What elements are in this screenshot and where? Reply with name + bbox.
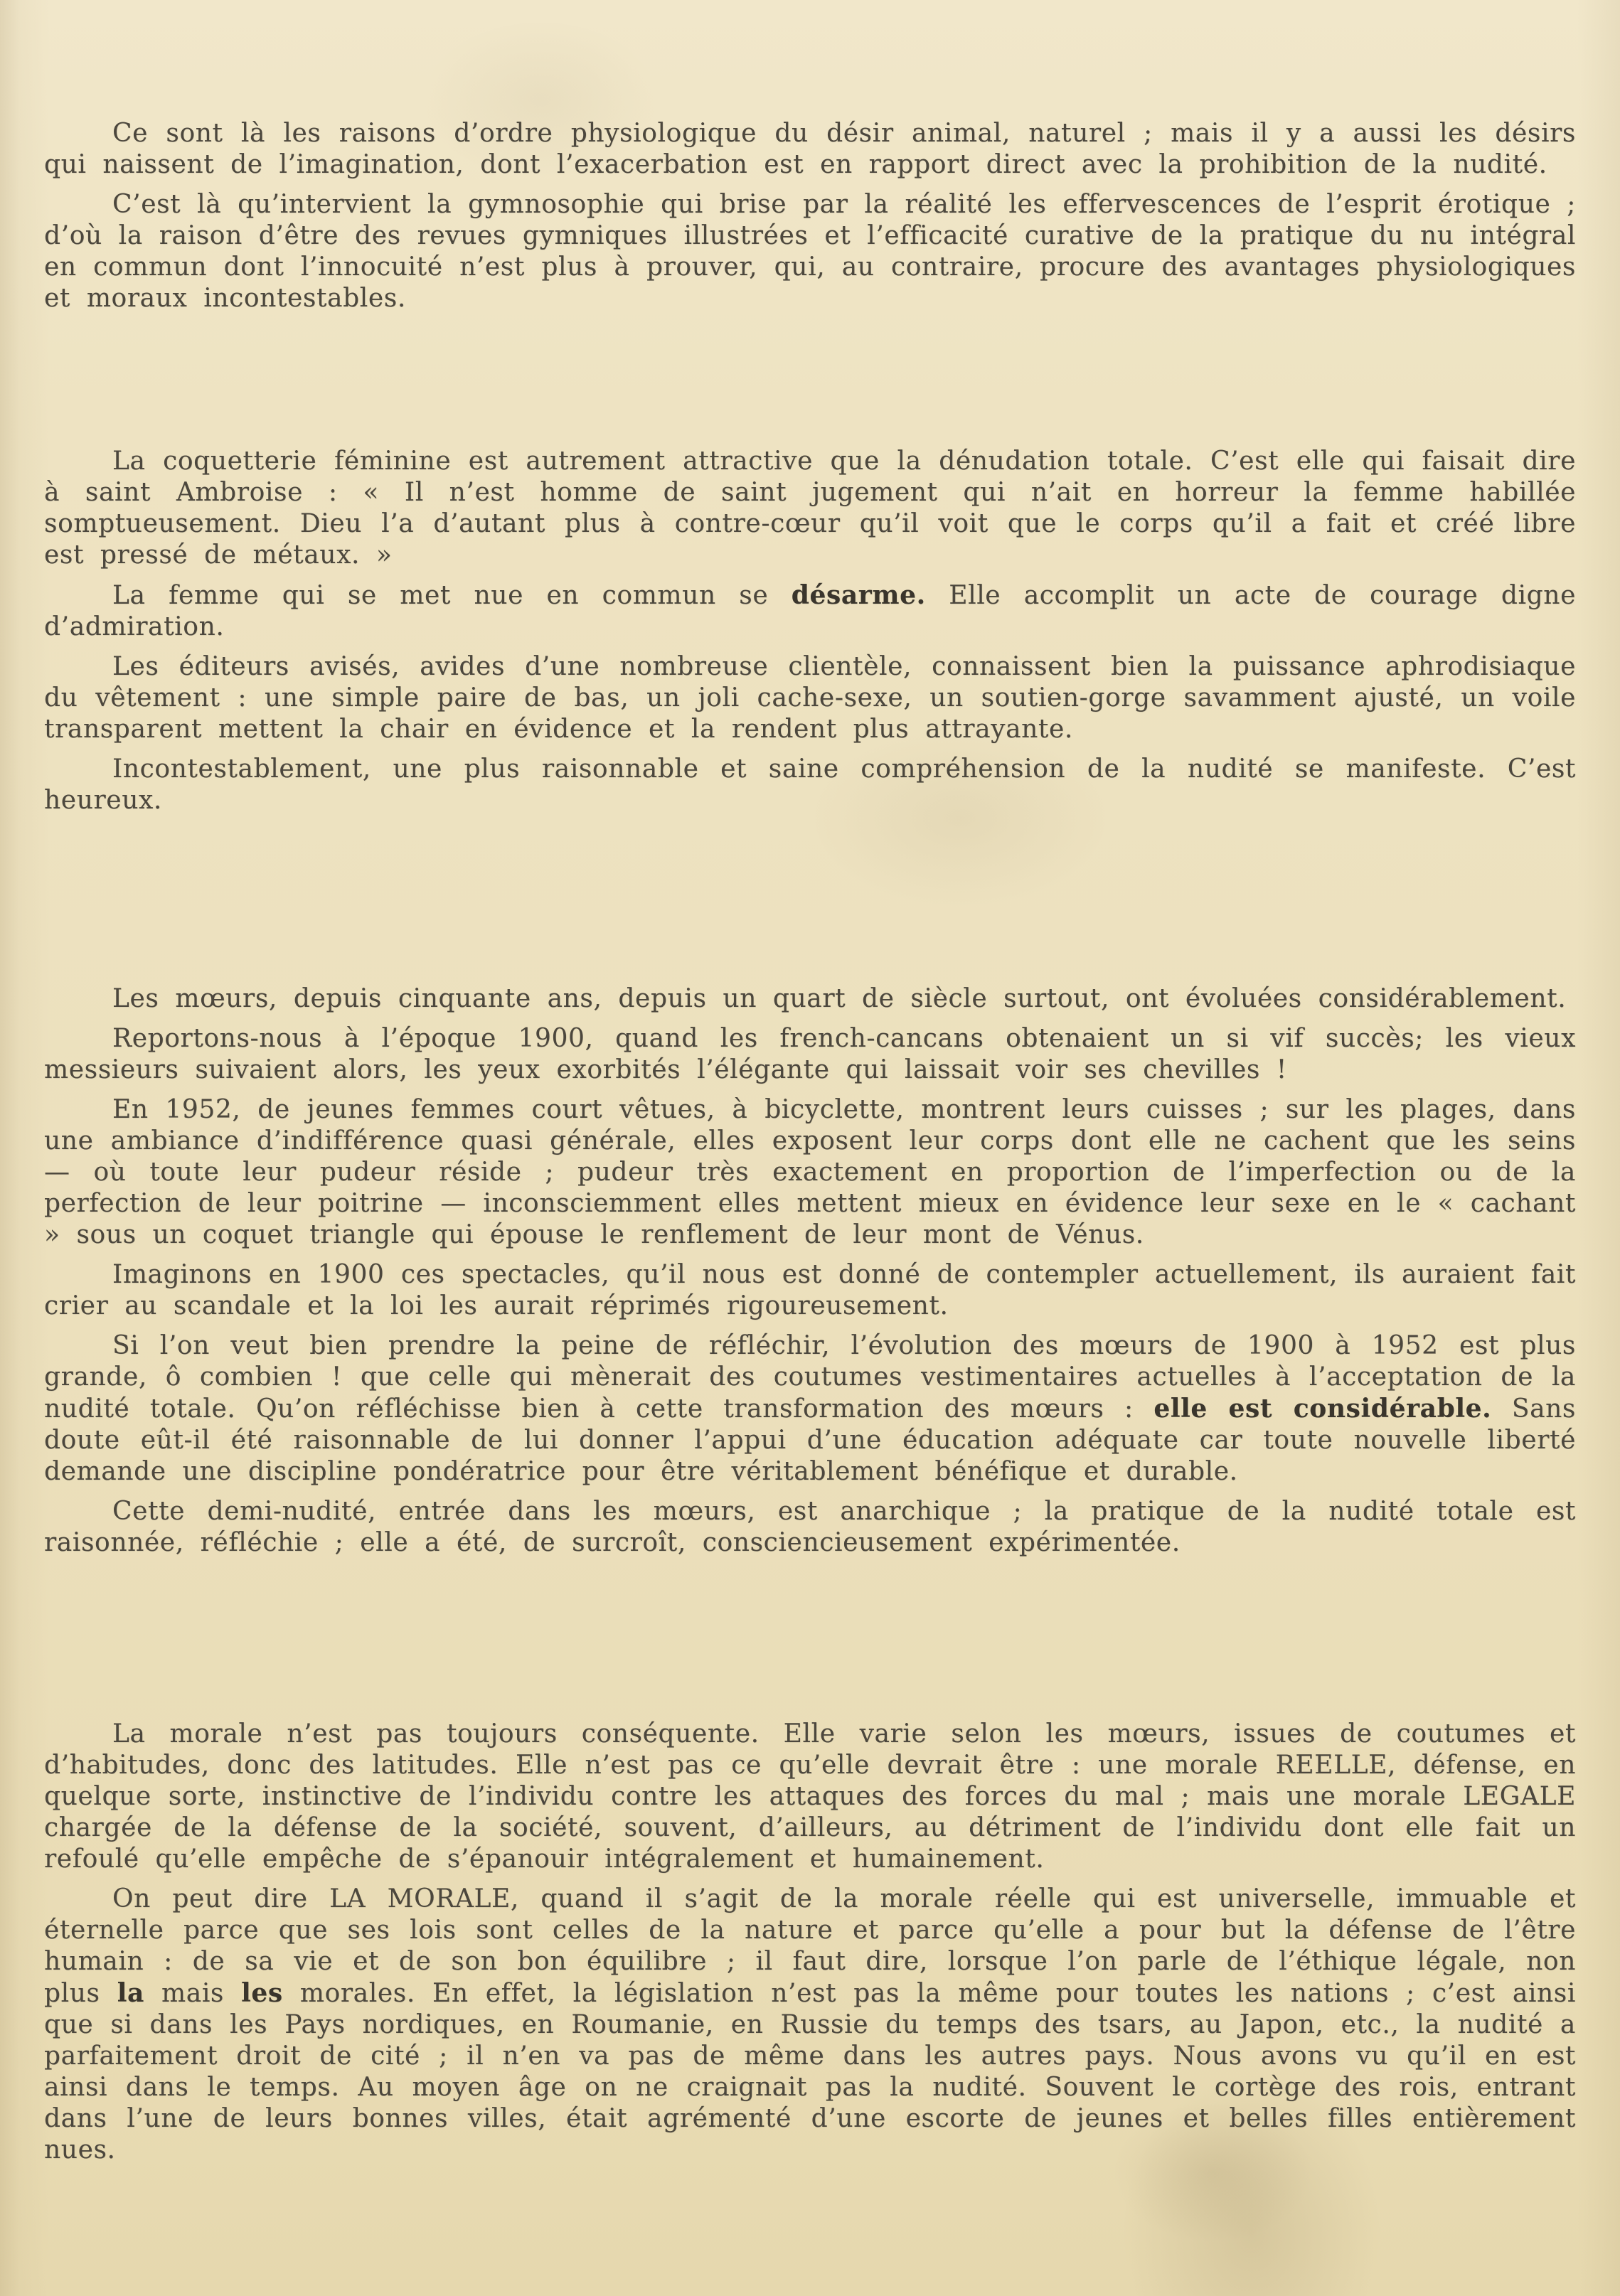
text-run: Sans doute eût-il été raisonnable de lui donner l’appui d’une éducation adéquate car toute nouvelle liberté demande une discipline pondératrice pour être véritablement bénéfique et durable.: [44, 1394, 1577, 1486]
text-run: Les éditeurs avisés, avides d’une nombreuse clientèle, connaissent bien la puissance aphrodisiaque du vêtement : une simple paire de bas, un joli cache-sexe, un soutien-gorge savamment ajusté, un voile transparent mettent la chair en évidence et la rendent plus attrayante.: [44, 652, 1576, 744]
text-run: Ce sont là les raisons d’ordre physiologique du désir animal, naturel ; mais il y a aussi les désirs qui naissent de l’imagination, dont l’exacerbation est en rapport direct avec la prohibition de la nudité.: [44, 119, 1576, 179]
text-run: Cette demi-nudité, entrée dans les mœurs, est anarchique ; la pratique de la nudité totale est raisonnée, réfléchie ; elle a été, de surcroît, consciencieusement expérimentée.: [44, 1497, 1576, 1557]
text-section-4: [44, 1719, 1576, 2166]
paragraph: [44, 754, 1576, 816]
text-run: Si l’on veut bien prendre la peine de réfléchir, l’évolution des mœurs de 1900 à 1952 est plus grande, ô combien ! que celle qui mènerait des coutumes vestimentaires actuelles à l’acceptation de la nudité totale. Qu’on réfléchisse bien à cette transformation des mœurs :: [44, 1331, 1576, 1424]
text-run: Les mœurs, depuis cinquante ans, depuis un quart de siècle surtout, ont évoluées considérablement.: [112, 984, 1567, 1013]
paragraph: [44, 1259, 1576, 1322]
bold-text-run: elle est considérable.: [1153, 1394, 1492, 1424]
paragraph: [44, 1023, 1576, 1086]
paragraph: [44, 118, 1576, 181]
text-section-1: [44, 118, 1576, 314]
text-run: C’est là qu’intervient la gymnosophie qui brise par la réalité les effervescences de l’esprit érotique ; d’où la raison d’être des revues gymniques illustrées et l’efficacité curative de la pratique du nu intégral en commun dont l’innocuité n’est plus à prouver, qui, au contraire, procure des avantages physiologiques et moraux incontestables.: [44, 190, 1576, 313]
text-run: Imaginons en 1900 ces spectacles, qu’il nous est donné de contempler actuellement, ils auraient fait crier au scandale et la loi les aurait réprimés rigoureusement.: [44, 1260, 1576, 1320]
paragraph: [44, 1719, 1576, 1875]
text-section-2: [44, 446, 1576, 816]
bold-text-run: la: [117, 1978, 144, 2008]
text-run: La coquetterie féminine est autrement attractive que la dénudation totale. C’est elle qui faisait dire à saint Ambroise : « Il n’est homme de saint jugement qui n’ait en horreur la femme habillée somptueusement. Dieu l’a d’autant plus à contre-cœur qu’il voit que le corps qu’il a fait et créé libre est pressé de métaux. »: [44, 447, 1576, 570]
paragraph: [44, 983, 1576, 1015]
paragraph: [44, 1094, 1576, 1251]
text-section-3: [44, 983, 1576, 1559]
text-run: On peut dire LA MORALE, quand il s’agit de la morale réelle qui est universelle, immuable et éternelle parce que ses lois sont celles de la nature et parce qu’elle a pour but la défense de l’être humain : de sa vie et de son bon équilibre ; il faut dire, lorsque l’on parle de l’éthique légale, non plus: [44, 1884, 1576, 2008]
paragraph: [44, 651, 1576, 745]
paragraph: [44, 1496, 1576, 1559]
paragraph: [44, 189, 1576, 314]
text-run: Reportons-nous à l’époque 1900, quand les french-cancans obtenaient un si vif succès; les vieux messieurs suivaient alors, les yeux exorbités l’élégante qui laissait voir ses chevilles !: [44, 1024, 1576, 1084]
paragraph: [44, 1884, 1576, 2166]
text-run: La femme qui se met nue en commun se: [112, 581, 792, 610]
document-page-content: [44, 118, 1576, 2166]
bold-text-run: les: [241, 1978, 283, 2008]
text-run: mais: [144, 1979, 242, 2008]
paragraph: [44, 580, 1576, 643]
text-run: Elle accomplit un acte de courage digne d’admiration.: [44, 581, 1576, 641]
text-run: Incontestablement, une plus raisonnable et saine compréhension de la nudité se manifeste. C’est heureux.: [44, 754, 1576, 815]
text-run: En 1952, de jeunes femmes court vêtues, à bicyclette, montrent leurs cuisses ; sur les plages, dans une ambiance d’indifférence quasi générale, elles exposent leur corps dont elle ne cachent que les seins — où toute leur pudeur réside ; pudeur très exactement en proportion de l’imperfection ou de la perfection de leur poitrine — inconsciemment elles mettent mieux en évidence leur sexe en le « cachant » sous un coquet triangle qui épouse le renflement de leur mont de Vénus.: [44, 1095, 1576, 1249]
bold-text-run: désarme.: [791, 580, 926, 610]
text-run: morales. En effet, la législation n’est pas la même pour toutes les nations ; c’est ainsi que si dans les Pays nordiques, en Roumanie, en Russie du temps des tsars, au Japon, etc., la nudité a parfaitement droit de cité ; il n’en va pas de même dans les autres pays. Nous avons vu qu’il en est ainsi dans le temps. Au moyen âge on ne craignait pas la nudité. Souvent le cortège des rois, entrant dans l’une de leurs bonnes villes, était agrémenté d’une escorte de jeunes et belles filles entièrement nues.: [44, 1979, 1576, 2164]
text-run: La morale n’est pas toujours conséquente. Elle varie selon les mœurs, issues de coutumes et d’habitudes, donc des latitudes. Elle n’est pas ce qu’elle devrait être : une morale REELLE, défense, en quelque sorte, instinctive de l’individu contre les attaques des forces du mal ; mais une morale LEGALE chargée de la défense de la société, souvent, d’ailleurs, au détriment de l’individu dont elle fait un refoulé qu’elle empêche de s’épanouir intégralement et humainement.: [44, 1719, 1576, 1874]
paragraph: [44, 1330, 1576, 1488]
paragraph: [44, 446, 1576, 571]
